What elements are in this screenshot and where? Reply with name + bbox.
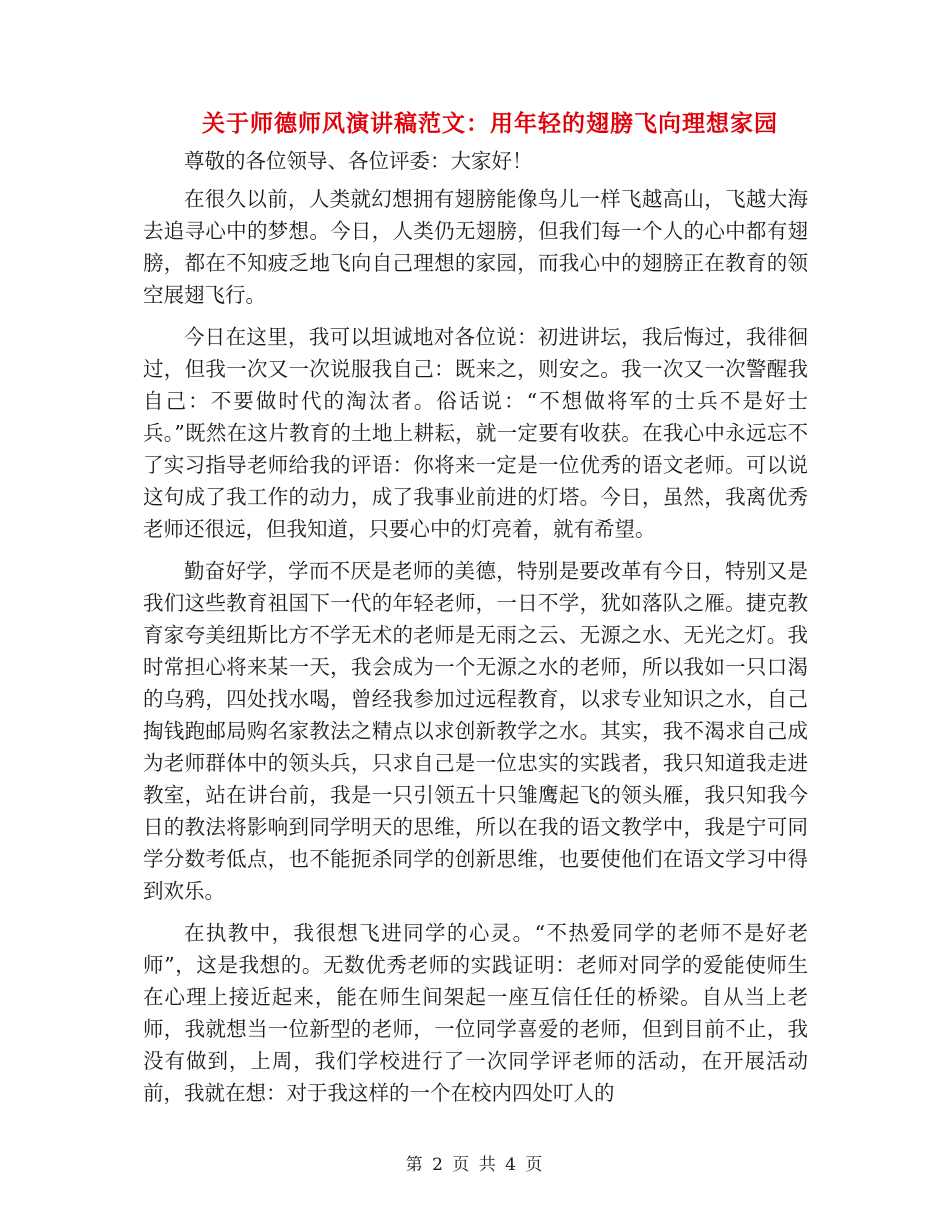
paragraph-1: 在很久以前，人类就幻想拥有翅膀能像鸟儿一样飞越高山，飞越大海去追寻心中的梦想。今日，人类仍无翅膀，但我们每一个人的心中都有翅膀，都在不知疲乏地飞向自己理想的家园，而我心中的翅膀正在教育的领空展翅飞行。 (143, 187, 808, 307)
paragraph-greeting: 尊敬的各位领导、各位评委：大家好！ (184, 149, 533, 173)
page-footer: 第 2 页 共 4 页 (405, 1155, 545, 1175)
document-title: 关于师德师风演讲稿范文：用年轻的翅膀飞向理想家园 (202, 110, 778, 137)
document-body (143, 145, 808, 1109)
paragraph-3: 勤奋好学，学而不厌是老师的美德，特别是要改革有今日，特别又是我们这些教育祖国下一代的年轻老师，一日不学，犹如落队之雁。捷克教育家夸美纽斯比方不学无术的老师是无雨之云、无源之水、无光之灯。我时常担心将来某一天，我会成为一个无源之水的老师，所以我如一只口渴的乌鸦，四处找水喝，曾经我参加过远程教育，以求专业知识之水，自己掏钱跑邮局购名家教法之精点以求创新教学之水。其实，我不渴求自己成为老师群体中的领头兵，只求自己是一位忠实的实践者，我只知道我走进教室，站在讲台前，我是一只引领五十只雏鹰起飞的领头雁，我只知我今日的教法将影响到同学明天的思维，所以在我的语文教学中，我是宁可同学分数考低点，也不能扼杀同学的创新思维，也要使他们在语文学习中得到欢乐。 (143, 559, 808, 903)
paragraph-2: 今日在这里，我可以坦诚地对各位说：初进讲坛，我后悔过，我徘徊过，但我一次又一次说服我自己：既来之，则安之。我一次又一次警醒我自己：不要做时代的淘汰者。俗话说：“不想做将军的士兵不是好士兵。”既然在这片教育的土地上耕耘，就一定要有收获。在我心中永远忘不了实习指导老师给我的评语：你将来一定是一位优秀的语文老师。可以说这句成了我工作的动力，成了我事业前进的灯塔。今日，虽然，我离优秀老师还很远，但我知道，只要心中的灯亮着，就有希望。 (143, 325, 808, 541)
paragraph-4: 在执教中，我很想飞进同学的心灵。“不热爱同学的老师不是好老师”，这是我想的。无数优秀老师的实践证明：老师对同学的爱能使师生在心理上接近起来，能在师生间架起一座互信任任的桥梁。自从当上老师，我就想当一位新型的老师，一位同学喜爱的老师，但到目前不止，我没有做到，上周，我们学校进行了一次同学评老师的活动，在开展活动前，我就在想：对于我这样的一个在校内四处叮人的 (143, 921, 808, 1105)
